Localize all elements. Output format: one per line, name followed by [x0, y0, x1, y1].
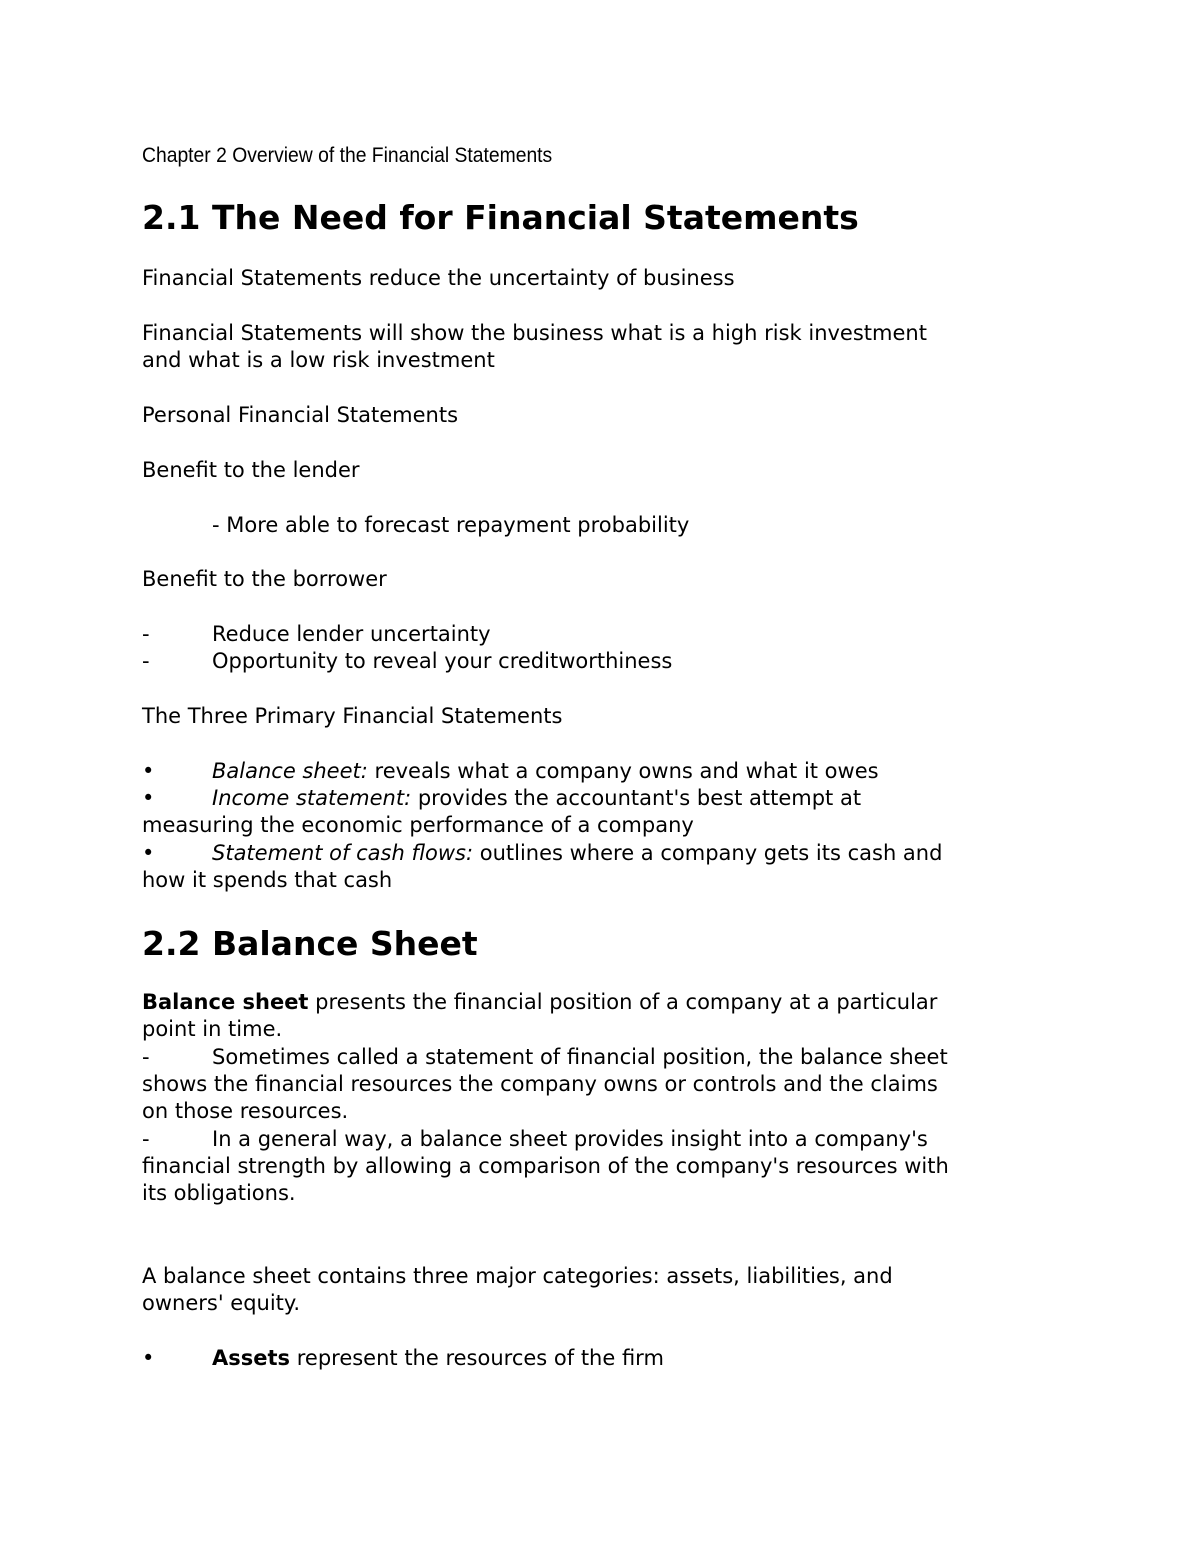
list-item-text: Sometimes called a statement of financial position, the balance sheet	[212, 1045, 948, 1069]
dash-marker: -	[142, 622, 150, 646]
list-item-text: Opportunity to reveal your creditworthiness	[212, 649, 673, 673]
text-line: measuring the economic performance of a company	[142, 813, 694, 837]
text-line: on those resources.	[142, 1099, 349, 1123]
text-line: A balance sheet contains three major categories: assets, liabilities, and	[142, 1264, 893, 1288]
dash-marker: -	[142, 649, 150, 673]
list-item	[142, 621, 491, 648]
term: Statement of cash flows:	[212, 841, 474, 865]
text-line: shows the financial resources the company owns or controls and the claims	[142, 1072, 938, 1096]
list-item	[142, 840, 942, 867]
bullet-marker: •	[142, 786, 155, 810]
list-item-text: Reduce lender uncertainty	[212, 622, 491, 646]
list-item	[142, 1126, 928, 1153]
text-line: how it spends that cash	[142, 868, 393, 892]
term: Balance sheet	[142, 990, 309, 1014]
subheading: Benefit to the lender	[142, 458, 360, 482]
list-item-text: Assets represent the resources of the firm	[212, 1346, 664, 1370]
list-item	[142, 758, 879, 785]
bullet-marker: •	[142, 841, 155, 865]
list-item-text: In a general way, a balance sheet provides insight into a company's	[212, 1127, 928, 1151]
chapter-title: Chapter 2 Overview of the Financial Statements	[142, 144, 553, 167]
paragraph	[142, 1263, 893, 1317]
subheading: The Three Primary Financial Statements	[142, 704, 563, 728]
paragraph	[142, 320, 927, 374]
section-heading-2-2: 2.2 Balance Sheet	[142, 924, 478, 963]
list-item-text: Income statement: provides the accountant's best attempt at	[212, 786, 862, 810]
list-item	[142, 648, 672, 675]
text-line: point in time.	[142, 1017, 283, 1041]
paragraph: Personal Financial Statements	[142, 403, 459, 427]
term: Balance sheet:	[212, 759, 368, 783]
subheading: Benefit to the borrower	[142, 567, 387, 591]
bullet-marker: •	[142, 759, 155, 783]
section-heading-2-1: 2.1 The Need for Financial Statements	[142, 198, 859, 237]
text-line: its obligations.	[142, 1181, 296, 1205]
dash-marker: -	[142, 1045, 150, 1069]
bullet-marker: •	[142, 1346, 155, 1370]
list-item-text: Statement of cash flows: outlines where a company gets its cash and	[212, 841, 943, 865]
paragraph: Financial Statements reduce the uncertainty of business	[142, 266, 735, 290]
term: Income statement:	[212, 786, 412, 810]
text-line: Financial Statements will show the business what is a high risk investment	[142, 321, 927, 345]
term: Assets	[212, 1346, 291, 1370]
paragraph: Balance sheet presents the financial position of a company at a particular point in time.	[142, 990, 938, 1041]
text-line: financial strength by allowing a comparison of the company's resources with	[142, 1154, 949, 1178]
text-line: owners' equity.	[142, 1291, 301, 1315]
list-item: - More able to forecast repayment probability	[212, 513, 690, 537]
list-item	[142, 785, 861, 812]
list-item	[142, 1044, 948, 1071]
text-line: and what is a low risk investment	[142, 348, 495, 372]
list-item-text: Balance sheet: reveals what a company owns and what it owes	[212, 759, 879, 783]
list-item	[142, 1345, 664, 1372]
dash-marker: -	[142, 1127, 150, 1151]
